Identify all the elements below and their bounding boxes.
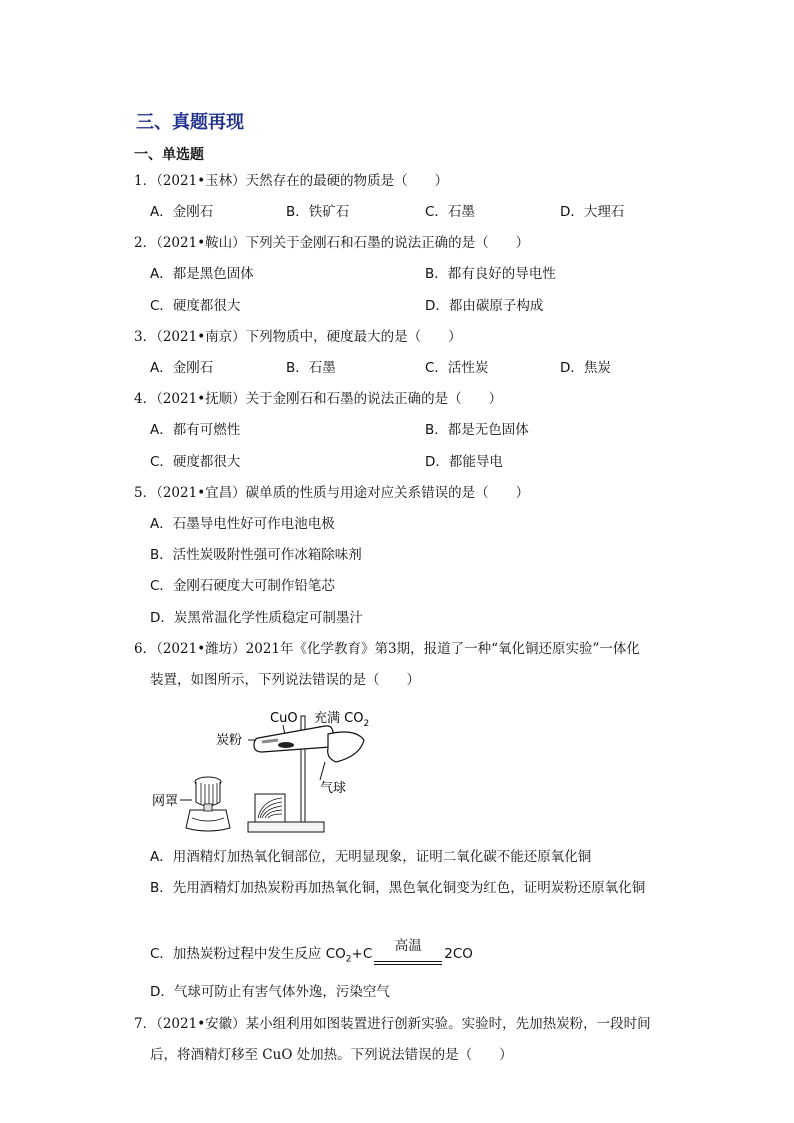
q5-option-d: D．炭黑常温化学性质稳定可制墨汁 (150, 610, 363, 626)
figure-label-carbon: 炭粉 (216, 733, 243, 748)
q6-option-b: B．先用酒精灯加热炭粉再加热氧化铜，黑色氧化铜变为红色，证明炭粉还原氧化铜 (150, 880, 646, 896)
q6-option-c-product: 2CO (444, 946, 473, 962)
q6-option-c-prefix: C．加热炭粉过程中发生反应 CO (150, 946, 346, 962)
question-1-stem: 1．（2021•玉林）天然存在的最硬的物质是（ ） (134, 173, 449, 189)
q1-option-a: A．金刚石 (150, 204, 214, 220)
q5-option-a: A．石墨导电性好可作电池电极 (150, 516, 335, 532)
question-6-stem-line1: 6．（2021•潍坊）2021年《化学教育》第3期，报道了一种“氧化铜还原实验”一体化 (134, 641, 640, 657)
question-4-stem: 4．（2021•抚顺）关于金刚石和石墨的说法正确的是（ ） (134, 391, 503, 407)
question-3-stem: 3．（2021•南京）下列物质中，硬度最大的是（ ） (134, 329, 462, 345)
q2-option-a: A．都是黑色固体 (150, 266, 254, 282)
balloon (328, 732, 364, 762)
question-7-stem-line1: 7．（2021•安徽）某小组利用如图装置进行创新实验。实验时，先加热炭粉，一段时间 (134, 1016, 651, 1032)
reaction-arrow (372, 937, 444, 969)
q5-option-b: B．活性炭吸附性强可作冰箱除味剂 (150, 547, 362, 563)
reaction-condition: 高温 (394, 937, 422, 954)
q4-option-d: D．都能导电 (425, 454, 503, 470)
stand-base (248, 822, 324, 832)
subsection-title: 一、单选题 (134, 147, 204, 163)
q4-option-a: A．都有可燃性 (150, 422, 241, 438)
q6-option-c (150, 937, 473, 969)
q1-option-b: B．铁矿石 (286, 204, 350, 220)
q4-option-c: C．硬度都很大 (150, 454, 241, 470)
q2-option-b: B．都有良好的导电性 (425, 266, 556, 282)
figure-label-co2: 充满 $CO_2$ (314, 711, 370, 729)
alcohol-lamp (186, 777, 230, 831)
glass-tube (254, 726, 336, 752)
question-5-stem: 5．（2021•宜昌）碳单质的性质与用途对应关系错误的是（ ） (134, 485, 530, 501)
q6-option-c-mid: +C (351, 946, 373, 962)
q1-option-c: C．石墨 (425, 204, 475, 220)
figure-label-cuo: CuO (270, 711, 298, 726)
question-2-stem: 2．（2021•鞍山）下列关于金刚石和石墨的说法正确的是（ ） (134, 235, 530, 251)
q2-option-d: D．都由碳原子构成 (425, 298, 544, 314)
figure-label-net: 网罩 (152, 794, 179, 809)
section-title: 三、真题再现 (136, 112, 244, 133)
q1-option-d: D．大理石 (560, 204, 625, 220)
q5-option-c: C．金刚石硬度大可制作铅笔芯 (150, 578, 335, 594)
q4-option-b: B．都是无色固体 (425, 422, 529, 438)
figure-label-balloon: 气球 (320, 781, 347, 796)
q6-option-a: A．用酒精灯加热氧化铜部位，无明显现象，证明二氧化碳不能还原氧化铜 (150, 849, 592, 865)
q3-option-b: B．石墨 (286, 360, 336, 376)
q2-option-c: C．硬度都很大 (150, 298, 241, 314)
question-6-stem-line2: 装置，如图所示，下列说法错误的是（ ） (150, 672, 420, 688)
q3-option-d: D．焦炭 (560, 360, 611, 376)
apparatus-figure (150, 700, 390, 840)
question-7-stem-line2: 后，将酒精灯移至 CuO 处加热。下列说法错误的是（ ） (150, 1047, 513, 1063)
q6-option-d: D．气球可防止有害气体外逸，污染空气 (150, 984, 390, 1000)
q6-option-c-subscript: 2 (345, 954, 352, 965)
q3-option-a: A．金刚石 (150, 360, 214, 376)
wooden-block (255, 794, 285, 822)
q3-option-c: C．活性炭 (425, 360, 489, 376)
